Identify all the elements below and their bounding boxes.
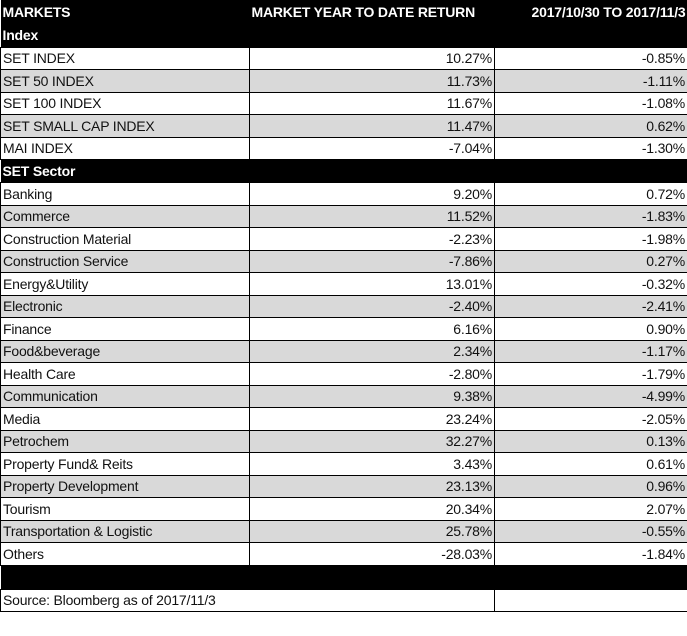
header-row [1,0,687,24]
week-return-cell: 0.72% [495,183,687,206]
market-name-cell: Construction Material [1,228,250,251]
table-row [1,543,687,566]
week-return-cell: 0.96% [495,475,687,498]
table-row [1,92,687,115]
market-name-cell: Property Fund& Reits [1,453,250,476]
table-row [1,498,687,521]
ytd-return-cell: 11.73% [250,70,495,93]
table-row [1,475,687,498]
table-row [1,363,687,386]
section-header-row [1,24,687,47]
section-title: SET Sector [1,160,687,183]
week-return-cell: -1.84% [495,543,687,566]
market-name-cell: Energy&Utility [1,273,250,296]
ytd-return-cell: 11.47% [250,115,495,138]
market-name-cell: Others [1,543,250,566]
table-row [1,47,687,70]
market-name-cell: MAI INDEX [1,137,250,160]
market-name-cell: Food&beverage [1,340,250,363]
week-return-cell: -1.30% [495,137,687,160]
week-return-cell: 0.62% [495,115,687,138]
ytd-return-cell: 13.01% [250,273,495,296]
ytd-return-cell: -2.80% [250,363,495,386]
table-row [1,273,687,296]
market-name-cell: SET 50 INDEX [1,70,250,93]
week-return-cell: 0.61% [495,453,687,476]
week-return-cell: -1.11% [495,70,687,93]
ytd-return-cell: 9.38% [250,385,495,408]
market-name-cell: Transportation & Logistic [1,520,250,543]
week-return-cell: -1.08% [495,92,687,115]
week-return-cell: -0.85% [495,47,687,70]
table-row [1,453,687,476]
source-row [1,589,687,611]
market-name-cell: Tourism [1,498,250,521]
table-body [1,24,687,611]
table-row [1,250,687,273]
header-week-return: 2017/10/30 TO 2017/11/3 [495,0,687,24]
ytd-return-cell: 2.34% [250,340,495,363]
market-name-cell: Property Development [1,475,250,498]
table-row [1,70,687,93]
table-row [1,408,687,431]
ytd-return-cell: 11.67% [250,92,495,115]
spacer-cell [1,565,687,589]
table-row [1,205,687,228]
table-row [1,385,687,408]
ytd-return-cell: 32.27% [250,430,495,453]
table-row [1,318,687,341]
market-name-cell: Electronic [1,295,250,318]
week-return-cell: -2.05% [495,408,687,431]
section-title: Index [1,24,687,47]
ytd-return-cell: 23.13% [250,475,495,498]
market-name-cell: Finance [1,318,250,341]
ytd-return-cell: 9.20% [250,183,495,206]
week-return-cell: -2.41% [495,295,687,318]
week-return-cell: 2.07% [495,498,687,521]
ytd-return-cell: -7.04% [250,137,495,160]
week-return-cell: 0.27% [495,250,687,273]
source-note: Source: Bloomberg as of 2017/11/3 [1,589,495,611]
market-name-cell: Petrochem [1,430,250,453]
table-row [1,340,687,363]
week-return-cell: -0.55% [495,520,687,543]
ytd-return-cell: 10.27% [250,47,495,70]
section-header-row [1,160,687,183]
week-return-cell: -0.32% [495,273,687,296]
week-return-cell: -4.99% [495,385,687,408]
ytd-return-cell: -28.03% [250,543,495,566]
week-return-cell: 0.13% [495,430,687,453]
market-name-cell: Health Care [1,363,250,386]
table-row [1,430,687,453]
market-name-cell: Banking [1,183,250,206]
week-return-cell: -1.83% [495,205,687,228]
ytd-return-cell: -2.40% [250,295,495,318]
ytd-return-cell: 6.16% [250,318,495,341]
table-row [1,520,687,543]
ytd-return-cell: 11.52% [250,205,495,228]
week-return-cell: 0.90% [495,318,687,341]
header-markets: MARKETS [1,0,250,24]
ytd-return-cell: 25.78% [250,520,495,543]
week-return-cell: -1.79% [495,363,687,386]
market-name-cell: SET 100 INDEX [1,92,250,115]
table-row [1,115,687,138]
ytd-return-cell: -2.23% [250,228,495,251]
spacer-row [1,565,687,589]
source-empty-cell [495,589,687,611]
week-return-cell: -1.17% [495,340,687,363]
market-name-cell: Commerce [1,205,250,228]
week-return-cell: -1.98% [495,228,687,251]
market-name-cell: Construction Service [1,250,250,273]
market-name-cell: SET SMALL CAP INDEX [1,115,250,138]
header-ytd-return: MARKET YEAR TO DATE RETURN [250,0,495,24]
ytd-return-cell: 23.24% [250,408,495,431]
table-row [1,228,687,251]
market-name-cell: Communication [1,385,250,408]
table-row [1,183,687,206]
ytd-return-cell: -7.86% [250,250,495,273]
market-name-cell: SET INDEX [1,47,250,70]
table-row [1,295,687,318]
market-name-cell: Media [1,408,250,431]
ytd-return-cell: 3.43% [250,453,495,476]
ytd-return-cell: 20.34% [250,498,495,521]
table-row [1,137,687,160]
